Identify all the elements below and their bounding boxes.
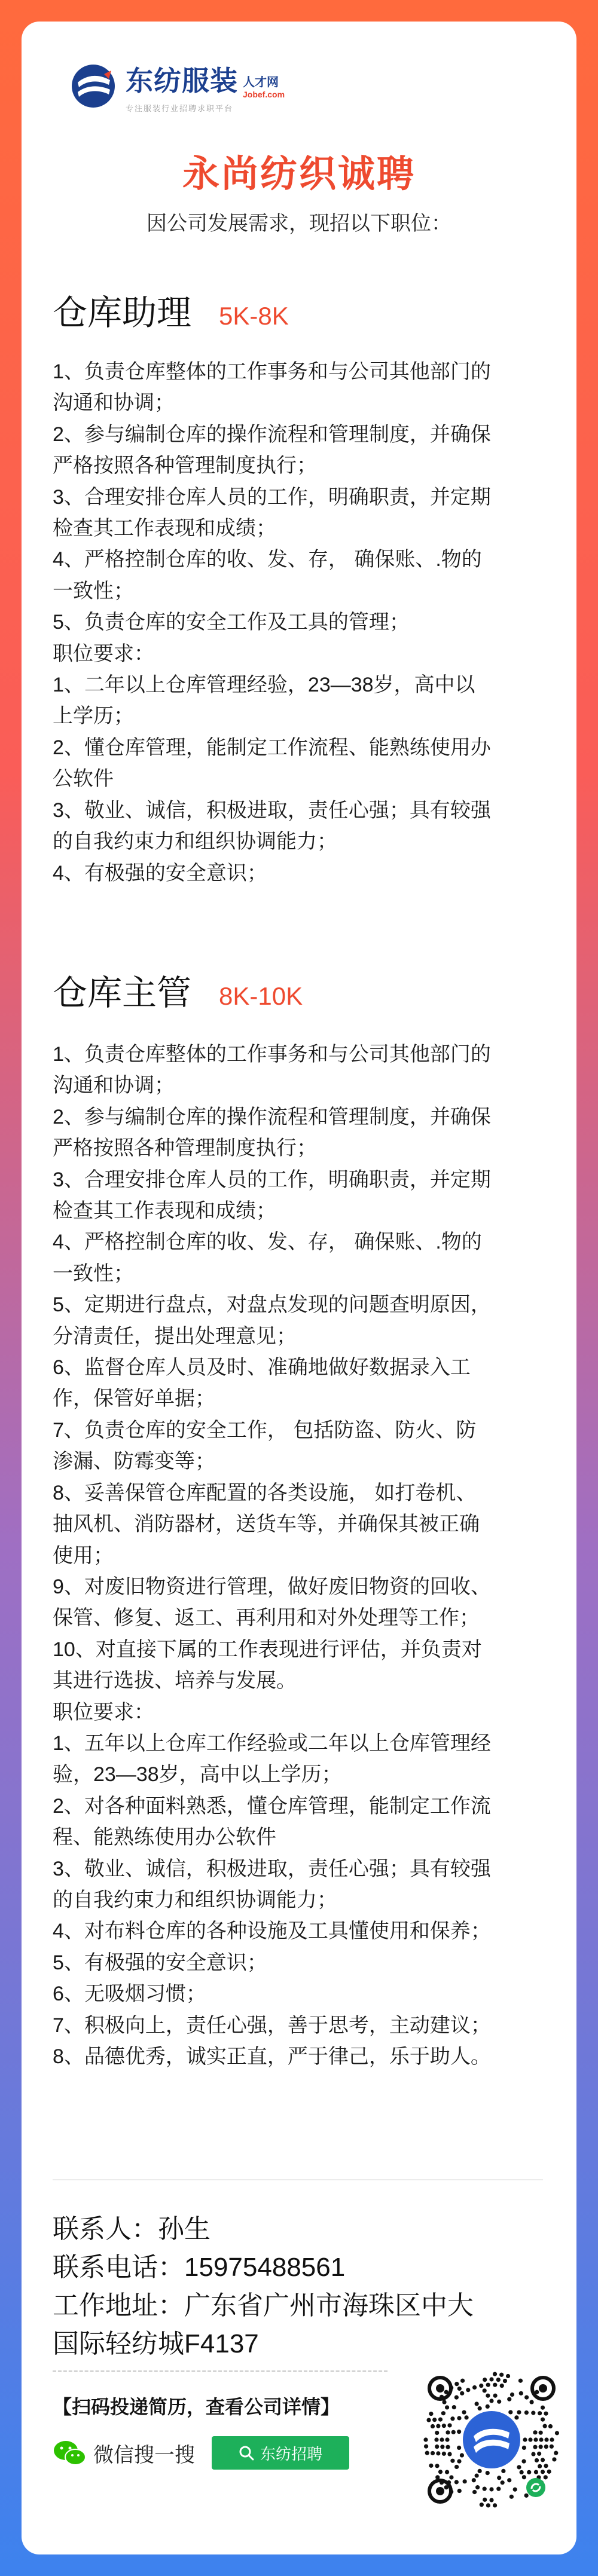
job-header-assistant bbox=[53, 284, 289, 335]
job-description-supervisor bbox=[53, 1039, 561, 2072]
desc-line: 4、有极强的安全意识； bbox=[53, 861, 267, 885]
desc-line: 1、负责仓库整体的工作事务和与公司其他部门的 bbox=[53, 360, 491, 383]
search-icon bbox=[239, 2445, 254, 2461]
job-salary: 8K-10K bbox=[219, 982, 303, 1010]
contact-info bbox=[53, 2210, 543, 2363]
desc-line: 3、敬业、诚信，积极进取，责任心强；具有较强 bbox=[53, 1857, 491, 1880]
scan-prompt: 【扫码投递简历，查看公司详情】 bbox=[53, 2396, 340, 2418]
desc-line: 1、负责仓库整体的工作事务和与公司其他部门的 bbox=[53, 1043, 491, 1066]
desc-line: 保管、修复、返工、再利用和对外处理等工作； bbox=[53, 1607, 480, 1630]
contact-address-cont: 国际轻纺城F4137 bbox=[53, 2329, 259, 2358]
brand-logo[interactable] bbox=[69, 56, 285, 116]
desc-line: 的自我约束力和组织协调能力； bbox=[53, 1888, 337, 1911]
desc-line: 严格按照各种管理制度执行； bbox=[53, 454, 317, 478]
desc-line: 一致性； bbox=[53, 1262, 134, 1285]
desc-line: 2、参与编制仓库的操作流程和管理制度，并确保 bbox=[53, 423, 491, 446]
desc-line: 验，23—38岁，高中以上学历； bbox=[53, 1763, 342, 1786]
desc-line: 2、参与编制仓库的操作流程和管理制度，并确保 bbox=[53, 1105, 491, 1128]
search-button-label: 东纺招聘 bbox=[260, 2445, 322, 2463]
wechat-search-row bbox=[53, 2436, 349, 2470]
contact-person: 联系人：孙生 bbox=[53, 2214, 210, 2244]
logo-icon bbox=[69, 62, 117, 110]
desc-line: 3、合理安排仓库人员的工作，明确职责，并定期 bbox=[53, 485, 491, 509]
desc-line: 其进行选拔、培养与发展。 bbox=[53, 1669, 297, 1693]
desc-line: 9、对废旧物资进行管理，做好废旧物资的回收、 bbox=[53, 1575, 491, 1598]
wechat-icon bbox=[53, 2439, 86, 2467]
section-divider bbox=[53, 2179, 543, 2180]
contact-address: 工作地址：广东省广州市海珠区中大 bbox=[53, 2291, 474, 2320]
requirements-heading: 职位要求： bbox=[53, 642, 154, 665]
desc-line: 3、敬业、诚信，积极进取，责任心强；具有较强 bbox=[53, 799, 491, 822]
desc-line: 6、无吸烟习惯； bbox=[53, 1983, 206, 2006]
logo-title: 东纺服装 bbox=[126, 65, 238, 96]
recruitment-card bbox=[22, 22, 576, 2554]
desc-line: 检查其工作表现和成绩； bbox=[53, 517, 276, 540]
desc-line: 渗漏、防霉变等； bbox=[53, 1450, 215, 1473]
desc-line: 8、妥善保管仓库配置的各类设施， 如打卷机、 bbox=[53, 1481, 477, 1504]
logo-suffix: 人才网 bbox=[243, 75, 279, 89]
desc-line: 沟通和协调； bbox=[53, 391, 175, 415]
desc-line: 的自我约束力和组织协调能力； bbox=[53, 830, 337, 853]
wechat-search-label: 微信搜一搜 bbox=[93, 2443, 195, 2467]
job-header-supervisor bbox=[53, 965, 303, 1015]
company-title: 永尚纺织诚聘 bbox=[182, 154, 416, 195]
job-salary: 5K-8K bbox=[219, 302, 289, 330]
job-title: 仓库助理 bbox=[53, 293, 192, 332]
desc-line: 严格按照各种管理制度执行； bbox=[53, 1137, 317, 1160]
intro-text: 因公司发展需求，现招以下职位： bbox=[147, 212, 451, 235]
desc-line: 4、严格控制仓库的收、发、存， 确保账、.物的 bbox=[53, 548, 482, 571]
desc-line: 3、合理安排仓库人员的工作，明确职责，并定期 bbox=[53, 1168, 491, 1191]
desc-line: 4、严格控制仓库的收、发、存， 确保账、.物的 bbox=[53, 1231, 482, 1254]
desc-line: 程、能熟练使用办公软件 bbox=[53, 1826, 276, 1849]
logo-text bbox=[126, 59, 285, 114]
logo-url: Jobef.com bbox=[243, 89, 285, 99]
desc-line: 5、负责仓库的安全工作及工具的管理； bbox=[53, 611, 410, 634]
desc-line: 公软件 bbox=[53, 767, 114, 791]
desc-line: 1、五年以上仓库工作经验或二年以上仓库管理经 bbox=[53, 1731, 491, 1755]
desc-line: 分清责任，提出处理意见； bbox=[53, 1324, 297, 1348]
qr-code-icon[interactable] bbox=[422, 2370, 561, 2509]
desc-line: 2、懂仓库管理，能制定工作流程、能熟练使用办 bbox=[53, 736, 491, 759]
desc-line: 沟通和协调； bbox=[53, 1074, 175, 1097]
desc-line: 检查其工作表现和成绩； bbox=[53, 1200, 276, 1223]
desc-line: 作，保管好单据； bbox=[53, 1387, 215, 1411]
dashed-divider bbox=[53, 2370, 388, 2372]
desc-line: 1、二年以上仓库管理经验，23—38岁，高中以 bbox=[53, 674, 475, 697]
job-description-assistant bbox=[53, 356, 561, 889]
desc-line: 一致性； bbox=[53, 579, 134, 602]
logo-slogan: 专注服装行业招聘求职平台 bbox=[126, 103, 234, 113]
desc-line: 2、对各种面料熟悉，懂仓库管理，能制定工作流 bbox=[53, 1794, 491, 1818]
desc-line: 6、监督仓库人员及时、准确地做好数据录入工 bbox=[53, 1356, 471, 1379]
desc-line: 4、对布料仓库的各种设施及工具懂使用和保养； bbox=[53, 1920, 491, 1943]
desc-line: 5、有极强的安全意识； bbox=[53, 1951, 267, 1974]
desc-line: 8、品德优秀，诚实正直，严于律己，乐于助人。 bbox=[53, 2045, 491, 2068]
desc-line: 5、定期进行盘点，对盘点发现的问题查明原因， bbox=[53, 1293, 491, 1317]
desc-line: 抽风机、消防器材，送货车等，并确保其被正确 bbox=[53, 1513, 480, 1536]
desc-line: 10、对直接下属的工作表现进行评估，并负责对 bbox=[53, 1638, 482, 1661]
desc-line: 7、负责仓库的安全工作， 包括防盗、防火、防 bbox=[53, 1418, 477, 1442]
desc-line: 7、积极向上，责任心强，善于思考，主动建议； bbox=[53, 2014, 491, 2037]
contact-phone[interactable]: 联系电话：15975488561 bbox=[53, 2253, 346, 2282]
requirements-heading: 职位要求： bbox=[53, 1700, 154, 1724]
search-button[interactable] bbox=[212, 2436, 349, 2470]
desc-line: 使用； bbox=[53, 1544, 114, 1567]
job-title: 仓库主管 bbox=[53, 974, 192, 1012]
desc-line: 上学历； bbox=[53, 705, 134, 728]
